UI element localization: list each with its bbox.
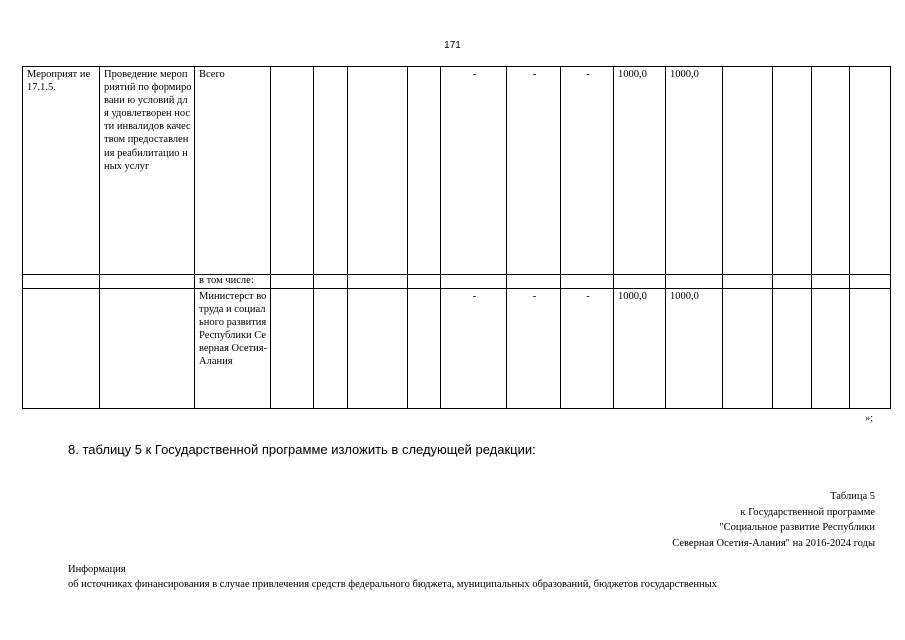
info-subtitle: об источниках финансирования в случае привлечения средств федерального бюджета, муниципальных образований, бюджетов государственных <box>68 579 717 590</box>
value-cell: - <box>507 67 561 275</box>
empty-cell <box>812 289 850 409</box>
value-cell: - <box>561 67 614 275</box>
header-line: Северная Осетия-Алания" на 2016-2024 годы <box>672 537 875 549</box>
table-number: Таблица 5 <box>830 491 875 502</box>
empty-cell <box>773 289 812 409</box>
empty-cell <box>723 289 773 409</box>
empty-cell <box>23 289 100 409</box>
empty-cell <box>271 67 314 275</box>
empty-cell <box>408 67 441 275</box>
source-cell: Всего <box>195 67 271 275</box>
header-line: "Социальное развитие Республики <box>719 522 875 533</box>
empty-cell <box>561 275 614 289</box>
event-name-cell: Проведение мероприятий по формировани ю условий для удовлетворен ности инвалидов качеством предоставлен ия реабилитацио нных услуг <box>100 67 195 275</box>
value-cell: 1000,0 <box>614 289 666 409</box>
event-code-cell: Мероприят ие 17.1.5. <box>23 67 100 275</box>
value-cell: - <box>441 289 507 409</box>
table-row <box>23 67 891 275</box>
empty-cell <box>850 289 891 409</box>
empty-cell <box>773 67 812 275</box>
value-cell: 1000,0 <box>614 67 666 275</box>
table-row <box>23 275 891 289</box>
empty-cell <box>812 275 850 289</box>
empty-cell <box>314 275 348 289</box>
program-table <box>22 66 891 409</box>
empty-cell <box>723 275 773 289</box>
empty-cell <box>812 67 850 275</box>
value-cell: - <box>507 289 561 409</box>
table-row <box>23 289 891 409</box>
empty-cell <box>441 275 507 289</box>
closing-quote: »; <box>865 413 873 424</box>
value-cell: 1000,0 <box>666 67 723 275</box>
value-cell: 1000,0 <box>666 289 723 409</box>
empty-cell <box>23 275 100 289</box>
empty-cell <box>408 275 441 289</box>
empty-cell <box>314 67 348 275</box>
empty-cell <box>314 289 348 409</box>
info-title: Информация <box>68 564 126 575</box>
empty-cell <box>507 275 561 289</box>
empty-cell <box>614 275 666 289</box>
header-line: к Государственной программе <box>740 506 875 518</box>
empty-cell <box>271 275 314 289</box>
empty-cell <box>100 289 195 409</box>
value-cell: - <box>441 67 507 275</box>
empty-cell <box>850 67 891 275</box>
empty-cell <box>100 275 195 289</box>
amendment-paragraph: 8. таблицу 5 к Государственной программе изложить в следующей редакции: <box>68 442 536 457</box>
empty-cell <box>666 275 723 289</box>
empty-cell <box>408 289 441 409</box>
table-header-block <box>672 489 875 551</box>
empty-cell <box>850 275 891 289</box>
including-label-cell: в том числе: <box>195 275 271 289</box>
value-cell: - <box>561 289 614 409</box>
empty-cell <box>348 275 408 289</box>
page-number: 171 <box>444 40 461 51</box>
empty-cell <box>773 275 812 289</box>
empty-cell <box>348 289 408 409</box>
ministry-cell: Министерст во труда и социального развития Республики Северная Осетия- Алания <box>195 289 271 409</box>
empty-cell <box>723 67 773 275</box>
empty-cell <box>348 67 408 275</box>
empty-cell <box>271 289 314 409</box>
